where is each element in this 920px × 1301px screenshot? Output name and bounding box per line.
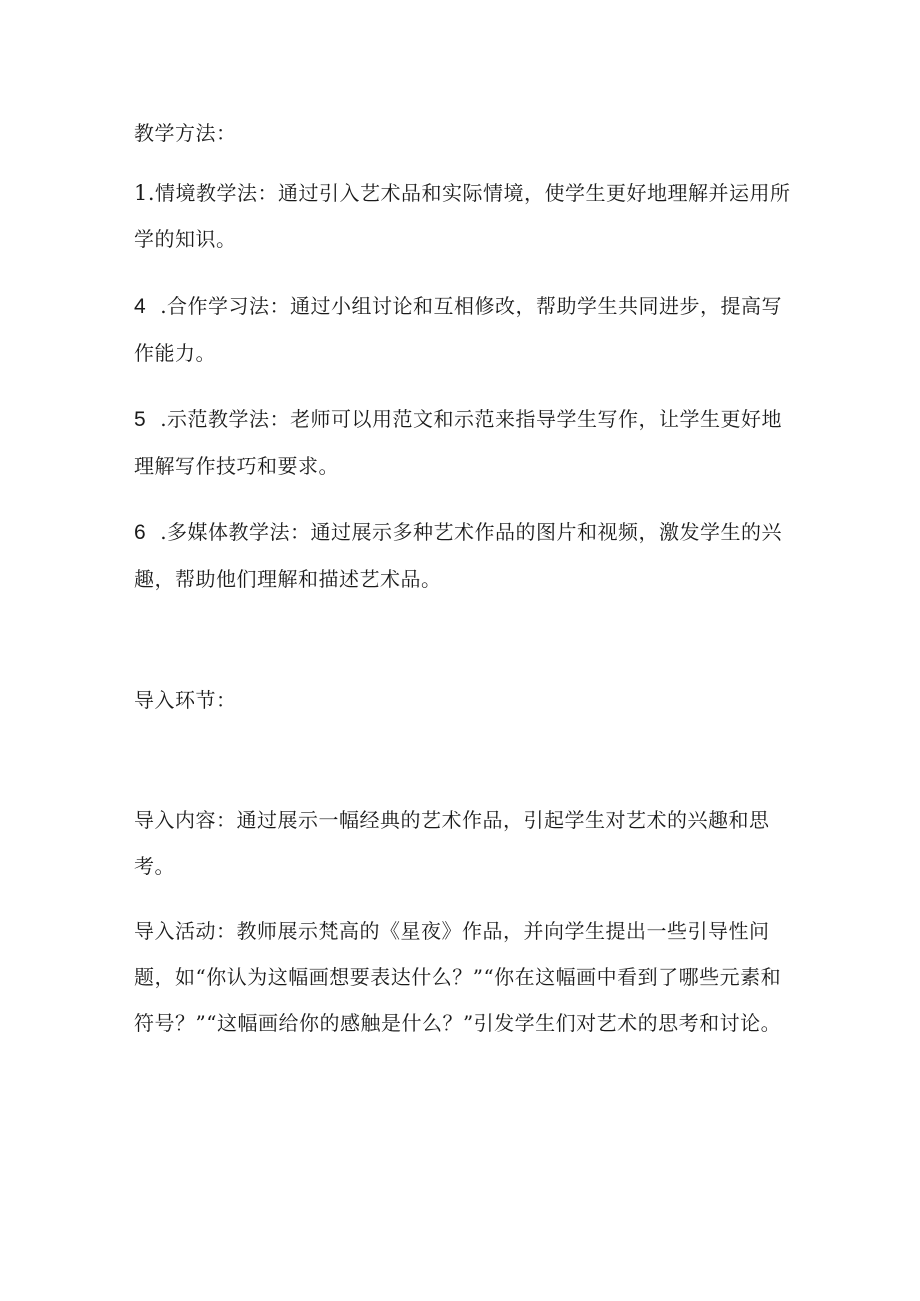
intro-content-text: 导入内容：通过展示一幅经典的艺术作品，引起学生对艺术的兴趣和思考。 bbox=[134, 808, 770, 878]
intro-activity-text: 导入活动：教师展示梵高的《星夜》作品，并向学生提出一些引导性问题，如“你认为这幅画想要表达什么？”“你在这幅画中看到了哪些元素和符号？”“这幅画给你的感触是什么？”引发学生们对艺术的思考和讨论。 bbox=[134, 919, 782, 1035]
method-item-6 bbox=[134, 509, 794, 602]
method-item-5 bbox=[134, 396, 794, 489]
heading-intro-section-text: 导入环节： bbox=[134, 688, 237, 712]
method-item-4-text: .合作学习法：通过小组讨论和互相修改，帮助学生共同进步，提高写作能力。 bbox=[134, 294, 783, 365]
method-item-5-text: .示范教学法：老师可以用范文和示范来指导学生写作，让学生更好地理解写作技巧和要求。 bbox=[134, 407, 783, 478]
method-item-4 bbox=[134, 283, 794, 376]
method-item-4-number: 4 bbox=[134, 295, 147, 318]
method-item-1-number: 1. bbox=[134, 181, 156, 205]
method-item-1 bbox=[134, 170, 794, 262]
method-item-6-text: .多媒体教学法：通过展示多种艺术作品的图片和视频，激发学生的兴趣，帮助他们理解和描述艺术品。 bbox=[134, 520, 783, 591]
method-item-1-text: 情境教学法：通过引入艺术品和实际情境，使学生更好地理解并运用所学的知识。 bbox=[134, 181, 791, 251]
method-item-6-number: 6 bbox=[134, 521, 147, 544]
heading-intro-section bbox=[134, 677, 794, 723]
heading-teaching-methods bbox=[134, 110, 794, 156]
method-item-5-number: 5 bbox=[134, 408, 147, 431]
heading-teaching-methods-text: 教学方法： bbox=[134, 121, 237, 145]
intro-activity-paragraph bbox=[134, 908, 794, 1046]
intro-content-paragraph bbox=[134, 797, 794, 889]
